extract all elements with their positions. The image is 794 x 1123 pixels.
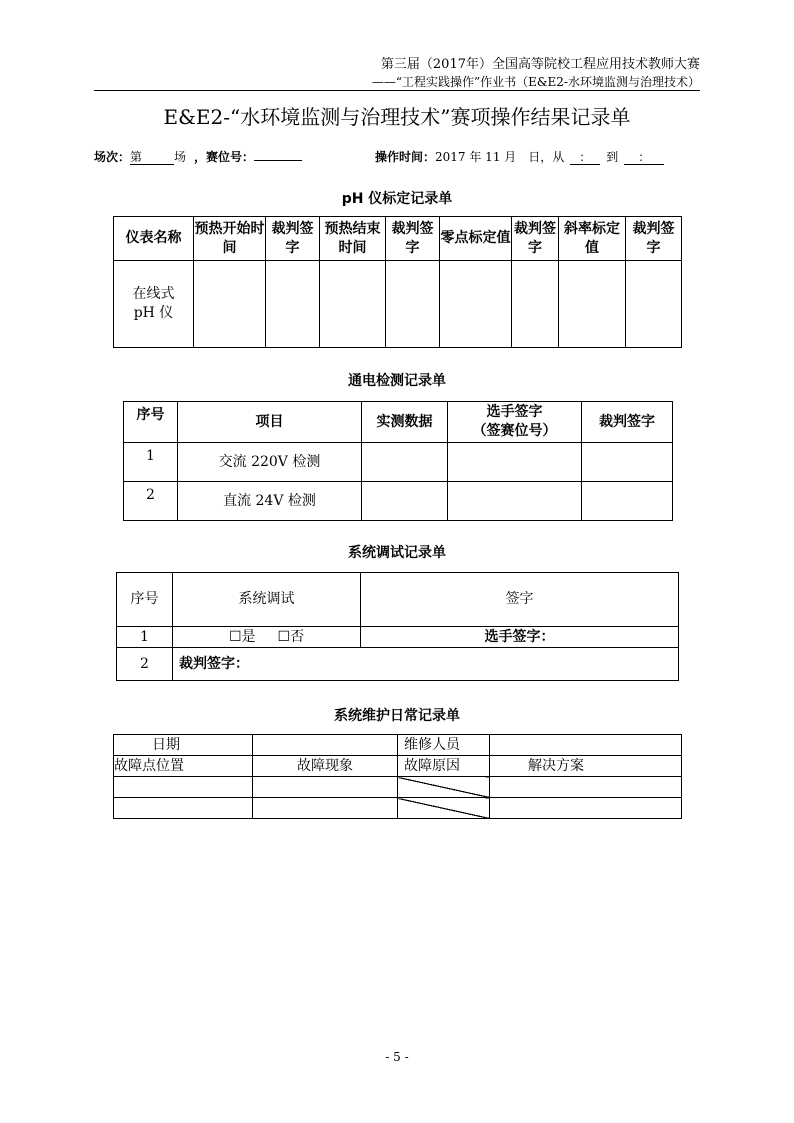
entry-cell[interactable] — [386, 261, 440, 348]
header-rule — [94, 90, 700, 91]
ph-header-cell: 裁判签字 — [512, 217, 559, 261]
system-debug-table — [116, 572, 679, 681]
entry-cell[interactable] — [626, 261, 682, 348]
debug-header-cell: 签字 — [361, 573, 679, 627]
power-header-line-2: （签赛位号） — [472, 423, 557, 439]
debug-caption: 系统调试记录单 — [348, 545, 446, 561]
row-number: 2 — [117, 648, 173, 681]
header-line-2: ——“工程实践操作”作业书（E&E2-水环境监测与治理技术） — [371, 75, 700, 89]
maint-header-cell: 故障现象 — [253, 756, 398, 777]
header-line-1: 第三届（2017年）全国高等院校工程应用技术教师大赛 — [380, 57, 700, 72]
ph-header-cell: 预热结束时间 — [320, 217, 386, 261]
entry-cell[interactable] — [114, 798, 253, 819]
maintenance-log-table — [113, 734, 682, 819]
maint-header-cell: 解决方案 — [490, 756, 682, 777]
end-time-colon: ： — [638, 150, 651, 164]
ph-header-cell: 预热开始时间 — [194, 217, 266, 261]
time-label: 操作时间： — [375, 150, 436, 164]
date-label: 日期 — [114, 735, 253, 756]
debug-header-row — [117, 573, 679, 627]
sep: ， — [194, 150, 207, 164]
contestant-sign-cell[interactable]: 选手签字： — [361, 627, 679, 648]
to-label: 到 — [606, 150, 619, 164]
yes-checkbox[interactable]: ☐ — [228, 628, 242, 645]
power-header-cell: 序号 — [124, 402, 178, 443]
ph-header-cell: 斜率标定值 — [559, 217, 626, 261]
maint-caption: 系统维护日常记录单 — [334, 708, 460, 724]
venue-label: 场次： — [94, 150, 131, 164]
entry-cell[interactable] — [114, 777, 253, 798]
maint-entry-row — [114, 777, 682, 798]
venue-suffix: 场 — [174, 150, 187, 164]
entry-cell[interactable] — [362, 443, 448, 482]
power-header-cell: 裁判签字 — [582, 402, 673, 443]
yes-no-cell — [173, 627, 361, 648]
page-title-text: E&E2-“水环境监测与治理技术”赛项操作结果记录单 — [163, 105, 631, 129]
staff-label: 维修人员 — [398, 735, 490, 756]
ph-header-cell: 仪表名称 — [114, 217, 194, 261]
start-time-colon: ： — [579, 150, 592, 164]
entry-cell[interactable] — [253, 777, 398, 798]
ph-caption: pH 仪标定记录单 — [341, 191, 453, 207]
entry-cell[interactable] — [194, 261, 266, 348]
maint-header-cell: 故障原因 — [398, 756, 490, 777]
debug-header-cell: 系统调试 — [173, 573, 361, 627]
page-number: - 5 - — [385, 1050, 409, 1064]
venue-field[interactable] — [130, 150, 174, 165]
instrument-name-line-1: 在线式 — [132, 286, 175, 302]
no-label: 否 — [290, 628, 305, 645]
row-number: 2 — [124, 482, 178, 521]
entry-cell[interactable] — [490, 798, 682, 819]
venue-seat-line — [94, 148, 302, 165]
seat-label: 赛位号： — [206, 150, 255, 164]
entry-cell[interactable] — [440, 261, 512, 348]
start-time-field[interactable] — [570, 150, 600, 165]
row-number: 1 — [117, 627, 173, 648]
date-field[interactable] — [253, 735, 398, 756]
ph-header-cell: 零点标定值 — [440, 217, 512, 261]
maint-date-row — [114, 735, 682, 756]
entry-cell[interactable] — [320, 261, 386, 348]
entry-cell[interactable] — [448, 482, 582, 521]
maint-header-row — [114, 756, 682, 777]
ph-header-cell: 裁判签字 — [626, 217, 682, 261]
power-caption: 通电检测记录单 — [348, 373, 446, 389]
row-number: 1 — [124, 443, 178, 482]
test-item: 交流 220V 检测 — [178, 443, 362, 482]
power-header-cell — [448, 402, 582, 443]
instrument-name-line-2: pH 仪 — [133, 305, 174, 321]
entry-cell[interactable] — [448, 443, 582, 482]
diagonal-cell — [398, 777, 490, 798]
no-checkbox[interactable]: ☐ — [277, 628, 291, 645]
ph-header-cell: 裁判签字 — [386, 217, 440, 261]
entry-cell[interactable] — [559, 261, 626, 348]
instrument-name-cell — [114, 261, 194, 348]
ph-data-row — [114, 261, 682, 348]
entry-cell[interactable] — [266, 261, 320, 348]
ph-calibration-table — [113, 216, 682, 348]
entry-cell[interactable] — [582, 482, 673, 521]
power-row — [124, 443, 673, 482]
power-header-line-1: 选手签字 — [486, 404, 543, 420]
entry-cell[interactable] — [362, 482, 448, 521]
seat-field[interactable] — [254, 160, 302, 161]
time-value: 2017 年 11 月 日，从 — [435, 150, 565, 164]
power-header-row — [124, 402, 673, 443]
power-header-cell: 项目 — [178, 402, 362, 443]
judge-sign-cell[interactable]: 裁判签字： — [173, 648, 679, 681]
power-header-cell: 实测数据 — [362, 402, 448, 443]
maint-header-cell: 故障点位置 — [114, 756, 253, 777]
debug-header-cell: 序号 — [117, 573, 173, 627]
test-item: 直流 24V 检测 — [178, 482, 362, 521]
staff-field[interactable] — [490, 735, 682, 756]
entry-cell[interactable] — [582, 443, 673, 482]
power-test-table — [123, 401, 673, 521]
maint-entry-row — [114, 798, 682, 819]
operation-time-line — [375, 148, 664, 165]
end-time-field[interactable] — [624, 150, 664, 165]
ph-header-row — [114, 217, 682, 261]
debug-row — [117, 648, 679, 681]
entry-cell[interactable] — [490, 777, 682, 798]
entry-cell[interactable] — [512, 261, 559, 348]
diagonal-cell — [398, 798, 490, 819]
entry-cell[interactable] — [253, 798, 398, 819]
power-row — [124, 482, 673, 521]
ph-header-cell: 裁判签字 — [266, 217, 320, 261]
yes-label: 是 — [241, 628, 256, 645]
venue-prefix: 第 — [130, 150, 143, 164]
debug-row — [117, 627, 679, 648]
page-title — [0, 101, 794, 130]
